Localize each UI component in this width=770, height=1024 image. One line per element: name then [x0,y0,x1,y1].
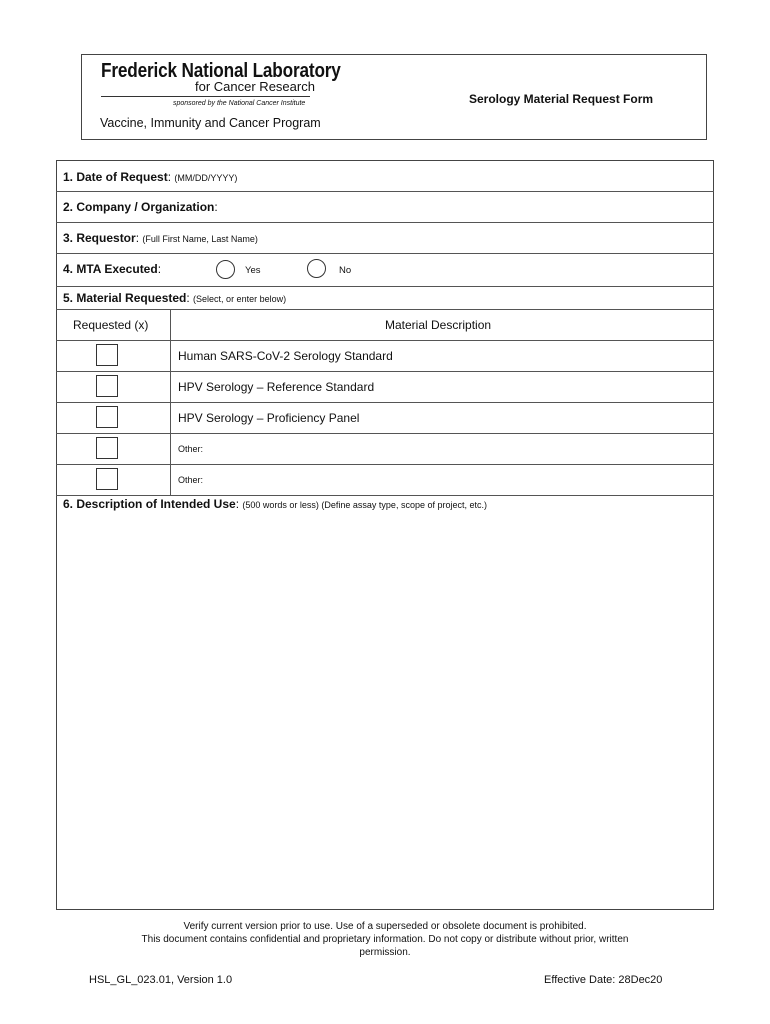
material-requested-hint: (Select, or enter below) [193,294,287,304]
org-logo-subtitle: for Cancer Research [195,79,315,94]
material-checkbox-5[interactable] [96,468,118,490]
requestor-field[interactable]: 3. Requestor: (Full First Name, Last Name) [63,231,258,245]
row-divider [56,402,714,403]
document-id: HSL_GL_023.01, Version 1.0 [89,974,233,986]
material-requested-label: 5. Material Requested [63,291,187,305]
material-requested-label-row: 5. Material Requested: (Select, or enter below) [63,291,287,305]
intended-use-hint: (500 words or less) (Define assay type, scope of project, etc.) [242,500,487,510]
footer-notice-line-2: This document contains confidential and proprietary information. Do not copy or distribute without prior, written [141,934,629,945]
requested-column-header: Requested (x) [73,318,149,332]
row-divider [56,253,714,254]
row-divider [56,371,714,372]
row-divider [56,309,714,310]
org-logo-name: Frederick National Laboratory [101,60,341,82]
material-checkbox-3[interactable] [96,406,118,428]
row-divider [56,340,714,341]
material-other-field[interactable]: Other: [178,475,204,485]
row-divider [56,286,714,287]
material-description: HPV Serology – Proficiency Panel [178,411,360,425]
mta-no-radio[interactable] [307,259,326,278]
material-other-field[interactable]: Other: [178,444,204,454]
table-column-divider [170,309,171,495]
intended-use-field[interactable]: 6. Description of Intended Use: (500 words or less) (Define assay type, scope of project, etc.) [63,497,487,511]
form-title: Serology Material Request Form [469,92,654,106]
requestor-label: 3. Requestor [63,231,136,245]
mta-executed-label-row: 4. MTA Executed: [63,262,162,276]
mta-yes-radio[interactable] [216,260,235,279]
date-of-request-label: 1. Date of Request [63,170,168,184]
material-description: Human SARS-CoV-2 Serology Standard [178,349,393,363]
material-checkbox-2[interactable] [96,375,118,397]
org-sponsor-line: sponsored by the National Cancer Institute [173,100,306,107]
mta-yes-label: Yes [245,265,261,276]
row-divider [56,464,714,465]
description-column-header: Material Description [385,318,492,332]
material-checkbox-4[interactable] [96,437,118,459]
material-checkbox-1[interactable] [96,344,118,366]
row-divider [56,495,714,496]
intended-use-label: 6. Description of Intended Use [63,497,236,511]
material-description: HPV Serology – Reference Standard [178,380,375,394]
mta-no-label: No [339,265,352,276]
company-field[interactable]: 2. Company / Organization: [63,200,218,214]
date-of-request-field[interactable]: 1. Date of Request: (MM/DD/YYYY) [63,170,238,184]
date-format-hint: (MM/DD/YYYY) [174,173,238,183]
footer-notice-line-1: Verify current version prior to use. Use of a superseded or obsolete document is prohibited. [183,921,587,932]
row-divider [56,222,714,223]
row-divider [56,191,714,192]
footer-notice-line-3: permission. [359,947,411,958]
requestor-hint: (Full First Name, Last Name) [142,234,258,244]
row-divider [56,433,714,434]
logo-divider [101,96,310,97]
effective-date: Effective Date: 28Dec20 [544,974,663,986]
program-name: Vaccine, Immunity and Cancer Program [100,116,321,130]
company-label: 2. Company / Organization [63,200,215,214]
mta-executed-label: 4. MTA Executed [63,262,158,276]
